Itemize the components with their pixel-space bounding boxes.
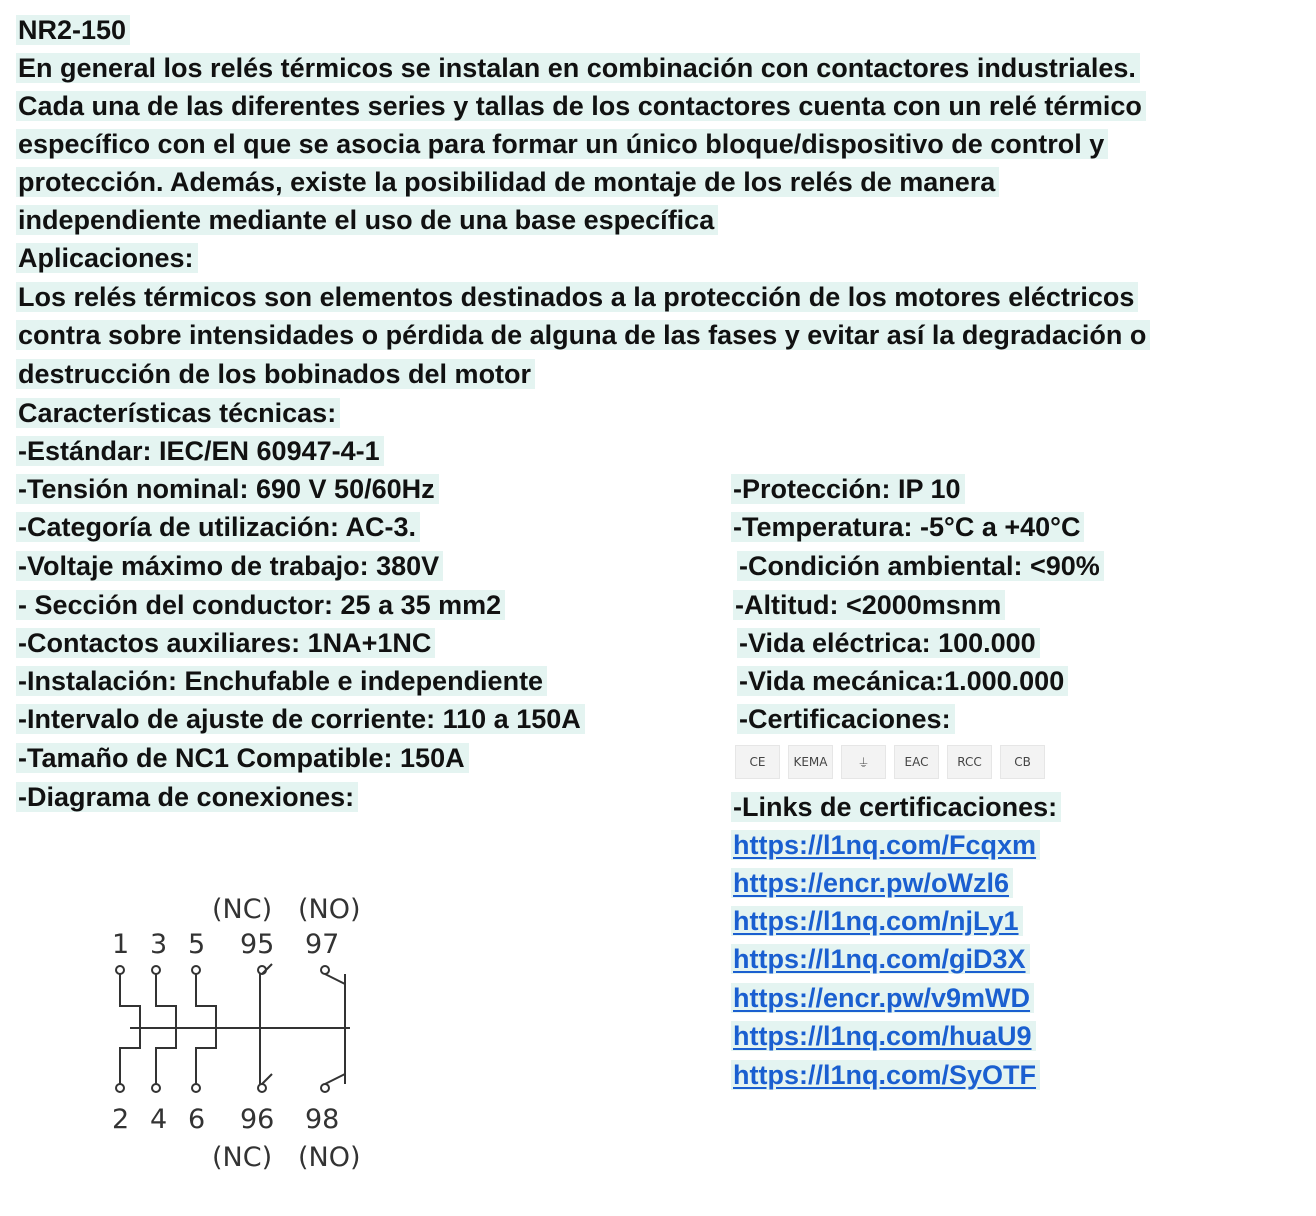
diagram-terminal-5: 5 [188,929,206,960]
spec-utilization-category: -Categoría de utilización: AC-3. [16,512,420,542]
intro-line-3: específico con el que se asocia para formar un único bloque/dispositivo de control y [16,129,1108,159]
spec-installation: -Instalación: Enchufable e independiente [16,666,547,696]
spec-max-voltage: -Voltaje máximo de trabajo: 380V [16,551,443,581]
spec-mechanical-life: -Vida mecánica:1.000.000 [737,666,1068,696]
applications-line-2: contra sobre intensidades o pérdida de alguna de las fases y evitar así la degradación o [16,320,1150,350]
certification-link-2[interactable]: https://encr.pw/oWzl6 [731,868,1013,898]
applications-line-3: destrucción de los bobinados del motor [16,359,535,389]
spec-ambient-condition: -Condición ambiental: <90% [737,551,1104,581]
spec-electric-life: -Vida eléctrica: 100.000 [737,628,1040,658]
diagram-bottom-type-nc: (NC) [212,1142,273,1173]
intro-line-4: protección. Además, existe la posibilidad de montaje de los relés de manera [16,167,999,197]
diagram-terminal-1: 1 [112,929,130,960]
diagram-top-type-nc: (NC) [212,894,273,925]
links-heading: -Links de certificaciones: [731,792,1061,822]
diagram-terminal-98: 98 [305,1104,340,1135]
rcc-logo-icon: RCC [947,745,992,779]
certification-logos [735,745,1045,779]
spec-standard: -Estándar: IEC/EN 60947-4-1 [16,436,384,466]
certification-link-3[interactable]: https://l1nq.com/njLy1 [731,906,1023,936]
spec-protection: -Protección: IP 10 [731,474,965,504]
specs-heading: Características técnicas: [16,398,340,428]
spec-aux-contacts: -Contactos auxiliares: 1NA+1NC [16,628,435,658]
diagram-terminal-4: 4 [150,1104,168,1135]
diagram-terminal-95: 95 [240,929,275,960]
diagram-terminal-97: 97 [305,929,340,960]
applications-line-1: Los relés térmicos son elementos destinados a la protección de los motores eléctricos [16,282,1138,312]
eac-mark-icon: EAC [894,745,939,779]
spec-altitude: -Altitud: <2000msnm [733,590,1005,620]
ground-symbol-icon: ⏚ [841,745,886,779]
spec-connection-diagram-label: -Diagrama de conexiones: [16,782,358,812]
diagram-bottom-type-no: (NO) [298,1142,361,1173]
diagram-terminal-3: 3 [150,929,168,960]
ce-mark-icon: CE [735,745,780,779]
kema-logo-icon: KEMA [788,745,833,779]
cb-scheme-logo-icon: CB [1000,745,1045,779]
intro-line-2: Cada una de las diferentes series y tallas de los contactores cuenta con un relé térmico [16,91,1146,121]
certification-link-6[interactable]: https://l1nq.com/huaU9 [731,1021,1036,1051]
intro-line-5: independiente mediante el uso de una base específica [16,205,718,235]
connection-diagram [100,878,400,1178]
spec-certifications-label: -Certificaciones: [737,704,955,734]
applications-heading: Aplicaciones: [16,243,198,273]
product-title: NR2-150 [16,15,130,45]
diagram-terminal-96: 96 [240,1104,275,1135]
certification-link-1[interactable]: https://l1nq.com/Fcqxm [731,830,1040,860]
spec-nc1-size: -Tamaño de NC1 Compatible: 150A [16,743,469,773]
certification-link-4[interactable]: https://l1nq.com/giD3X [731,944,1030,974]
certification-link-7[interactable]: https://l1nq.com/SyOTF [731,1060,1040,1090]
spec-current-range: -Intervalo de ajuste de corriente: 110 a 150A [16,704,585,734]
diagram-terminal-6: 6 [188,1104,206,1135]
intro-line-1: En general los relés térmicos se instalan en combinación con contactores industriales. [16,53,1140,83]
diagram-top-type-no: (NO) [298,894,361,925]
certification-link-5[interactable]: https://encr.pw/v9mWD [731,983,1034,1013]
diagram-terminal-2: 2 [112,1104,130,1135]
spec-conductor-section: - Sección del conductor: 25 a 35 mm2 [16,590,505,620]
spec-nominal-voltage: -Tensión nominal: 690 V 50/60Hz [16,474,439,504]
spec-temperature: -Temperatura: -5°C a +40°C [731,512,1084,542]
